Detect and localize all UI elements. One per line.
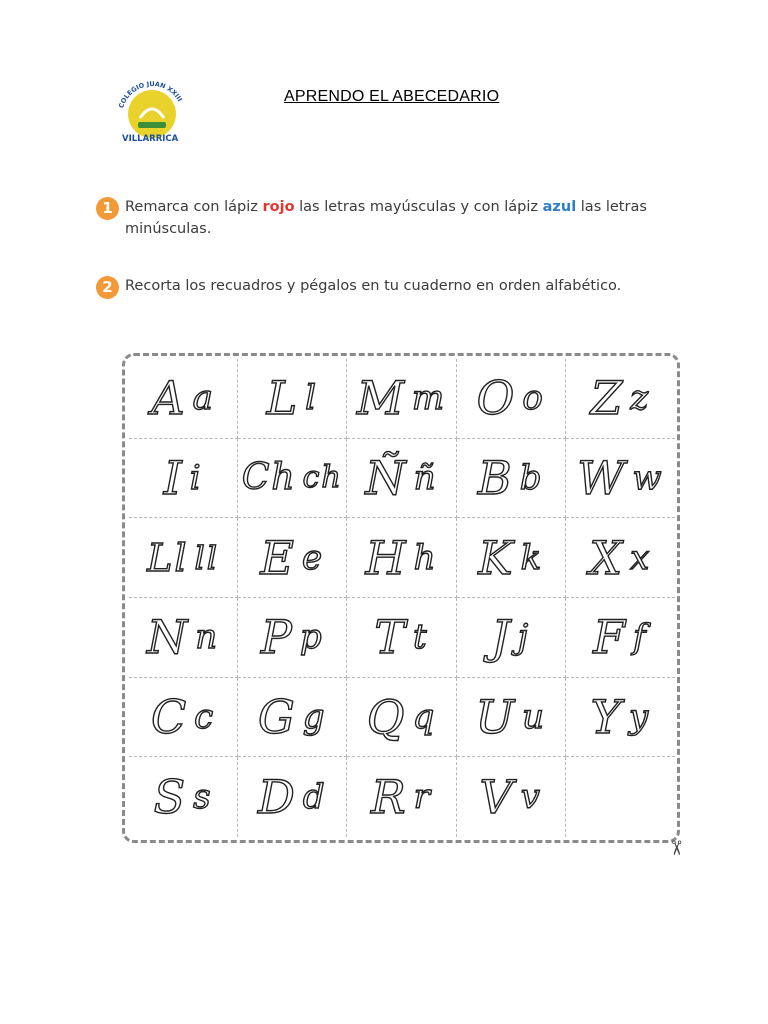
letter-card[interactable]: M m bbox=[347, 359, 456, 439]
logo-arc-text: COLEGIO JUAN XXIII bbox=[117, 79, 184, 110]
red-word: rojo bbox=[262, 199, 295, 215]
letter-card[interactable]: L l bbox=[238, 359, 347, 439]
letter-card[interactable]: Ch ch bbox=[238, 439, 347, 519]
instruction-text: Recorta los recuadros y pégalos en tu cuaderno en orden alfabético. bbox=[125, 278, 622, 294]
letter-card[interactable]: H h bbox=[347, 518, 456, 598]
letter-card[interactable]: P p bbox=[238, 598, 347, 678]
letter-card[interactable]: R r bbox=[347, 757, 456, 837]
letter-card[interactable]: N n bbox=[129, 598, 238, 678]
step-number-badge: 1 bbox=[96, 197, 119, 220]
letter-card[interactable]: X x bbox=[566, 518, 675, 598]
letter-card[interactable]: B b bbox=[457, 439, 566, 519]
letter-card[interactable]: Z z bbox=[566, 359, 675, 439]
blue-word: azul bbox=[542, 199, 577, 215]
letter-card[interactable]: D d bbox=[238, 757, 347, 837]
letter-card[interactable]: Ll ll bbox=[129, 518, 238, 598]
letter-card[interactable]: A a bbox=[129, 359, 238, 439]
letter-card[interactable]: I i bbox=[129, 439, 238, 519]
letter-card[interactable]: Y y bbox=[566, 678, 675, 758]
letter-card[interactable]: Ñ ñ bbox=[347, 439, 456, 519]
letter-card[interactable]: K k bbox=[457, 518, 566, 598]
letter-card[interactable]: J j bbox=[457, 598, 566, 678]
letter-card[interactable]: V v bbox=[457, 757, 566, 837]
instruction-text: Remarca con lápiz rojo las letras mayúsculas y con lápiz azul las letras minúsculas. bbox=[125, 199, 647, 237]
letter-card[interactable]: S s bbox=[129, 757, 238, 837]
letter-card[interactable]: T t bbox=[347, 598, 456, 678]
letter-card[interactable]: F f bbox=[566, 598, 675, 678]
letter-card[interactable]: U u bbox=[457, 678, 566, 758]
step-number-badge: 2 bbox=[96, 276, 119, 299]
letter-card[interactable]: O o bbox=[457, 359, 566, 439]
logo-bottom-text: VILLARRICA bbox=[122, 134, 179, 144]
letter-card[interactable]: C c bbox=[129, 678, 238, 758]
school-logo bbox=[110, 78, 194, 146]
letter-card[interactable]: Q q bbox=[347, 678, 456, 758]
letter-cutout-grid bbox=[122, 353, 680, 843]
letter-card[interactable]: E e bbox=[238, 518, 347, 598]
letter-card[interactable]: W w bbox=[566, 439, 675, 519]
scissors-icon: ✂ bbox=[664, 839, 689, 857]
letter-card[interactable]: G g bbox=[238, 678, 347, 758]
page-title: APRENDO EL ABECEDARIO bbox=[284, 88, 500, 105]
empty-card bbox=[566, 757, 675, 837]
